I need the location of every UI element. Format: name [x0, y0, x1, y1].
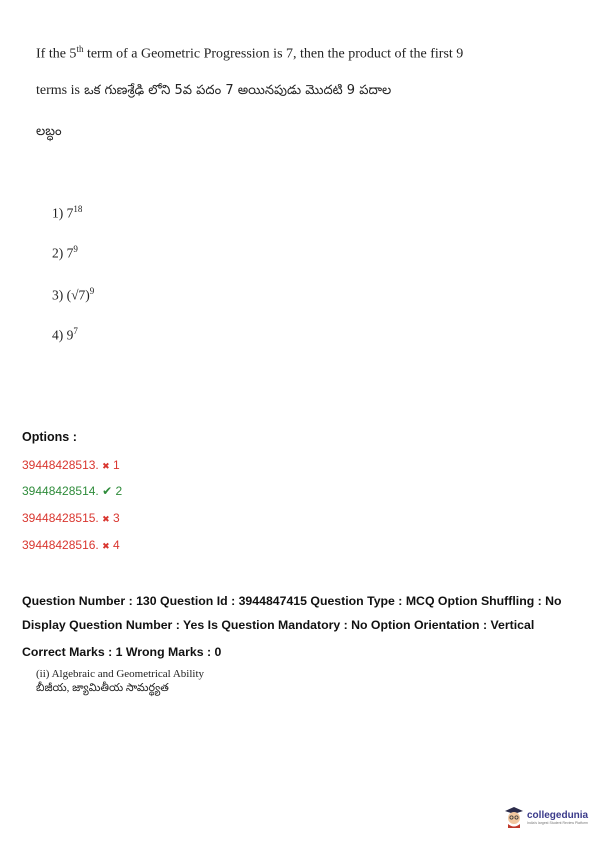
option-id: 39448428516.: [22, 538, 99, 552]
logo-tagline: India's largest Student Review Platform: [527, 820, 588, 825]
option-number: 1: [112, 458, 120, 472]
section-title-en: (ii) Algebraic and Geometrical Ability: [36, 668, 205, 680]
question-line-3: లబ్ధం: [36, 124, 62, 139]
question-line-2: [36, 83, 391, 101]
question-text-cont: term of a Geometric Progression is 7, then the product of the first 9: [83, 46, 464, 62]
ordinal-suffix: th: [76, 44, 84, 54]
option-row-4: [22, 538, 120, 552]
option-row-2: [22, 484, 122, 498]
logo-name: collegedunia: [527, 809, 589, 821]
question-text-te: ఒక గుణశ్రేఢి లోని 5వ పదం 7 అయినపుడు మొదటి 9 పదాల: [79, 83, 392, 98]
section-title-te: బీజీయ, జ్యామితీయ సామర్థ్యత: [36, 682, 169, 694]
choice-base: 9: [66, 327, 74, 343]
choice-3: [52, 286, 94, 304]
check-icon: ✔: [102, 484, 113, 498]
choice-number: 1): [52, 205, 64, 221]
question-meta-3: Correct Marks : 1 Wrong Marks : 0: [22, 645, 222, 659]
options-label: Options :: [22, 430, 77, 444]
question-meta-2: Display Question Number : Yes Is Question Mandatory : No Option Orientation : Vertical: [22, 618, 535, 632]
option-id: 39448428513.: [22, 458, 99, 472]
choice-base: (√7): [66, 287, 90, 303]
choice-base: 7: [66, 205, 74, 221]
option-id: 39448428514.: [22, 484, 99, 498]
choice-base: 7: [66, 245, 74, 261]
option-row-1: [22, 458, 120, 472]
question-line-1: [36, 44, 463, 63]
option-number: 3: [112, 511, 120, 525]
choice-exponent: 9: [89, 286, 95, 296]
cross-icon: ✖: [102, 461, 110, 471]
option-row-3: [22, 511, 120, 525]
question-meta-1: Question Number : 130 Question Id : 3944847415 Question Type : MCQ Option Shuffling : No: [22, 594, 562, 608]
option-id: 39448428515.: [22, 511, 99, 525]
choice-number: 3): [52, 287, 64, 303]
choice-exponent: 7: [73, 326, 78, 336]
collegedunia-logo: [504, 806, 588, 828]
choice-1: [52, 204, 82, 222]
choice-exponent: 9: [73, 244, 78, 254]
choice-2: [52, 244, 78, 262]
cross-icon: ✖: [102, 514, 110, 524]
question-text-en: terms is: [36, 83, 80, 98]
option-number: 4: [112, 538, 120, 552]
mascot-icon: [504, 806, 524, 828]
choice-4: [52, 326, 78, 344]
option-number: 2: [115, 484, 123, 498]
question-text: If the 5: [36, 46, 77, 62]
choice-number: 4): [52, 327, 64, 343]
choice-exponent: 18: [73, 204, 83, 214]
choice-number: 2): [52, 245, 64, 261]
cross-icon: ✖: [102, 541, 110, 551]
